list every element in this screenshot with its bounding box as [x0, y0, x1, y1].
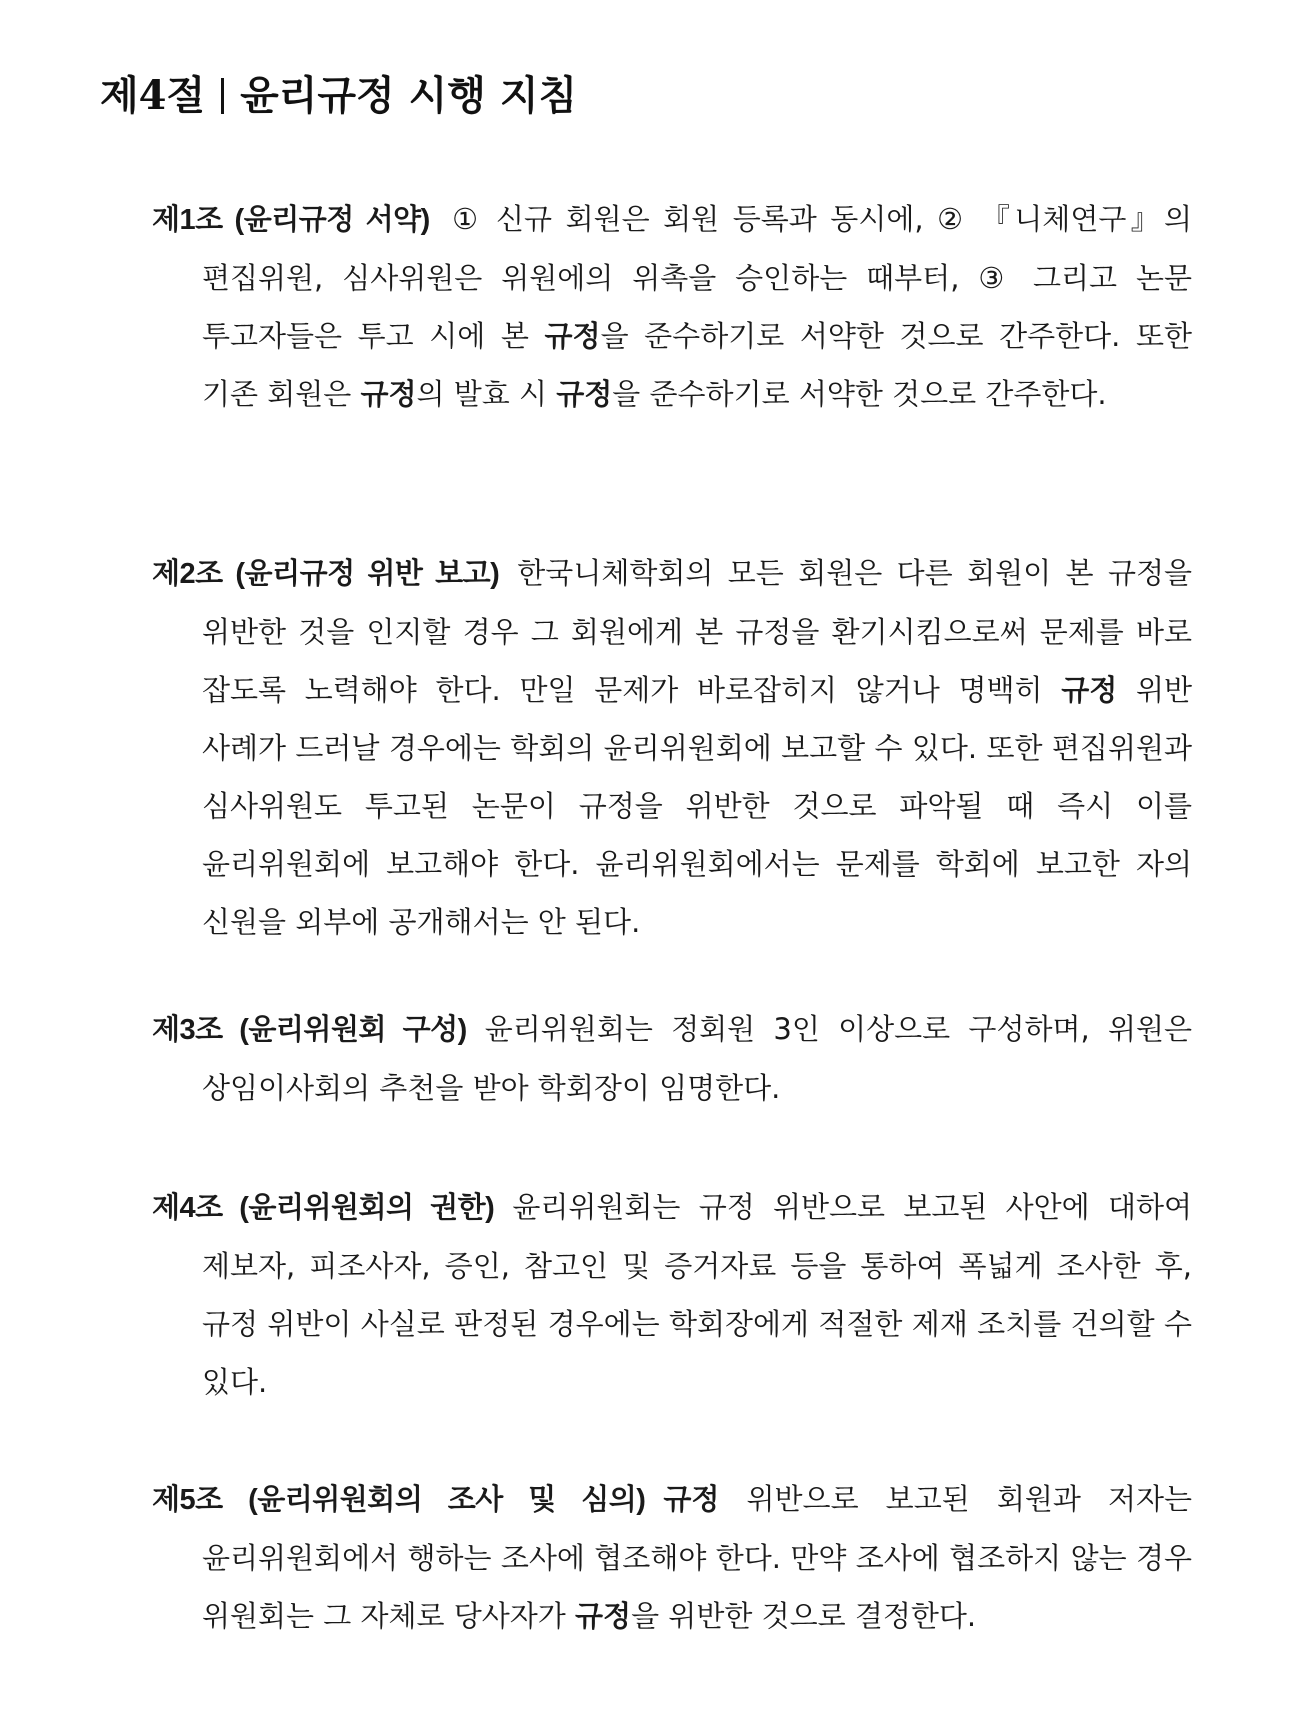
title-divider [221, 78, 224, 114]
article-4 [152, 1178, 1192, 1411]
article-text: ① 신규 회원은 회원 등록과 동시에, ② 『니체연구』의 편집위원, 심사위원은 위원에의 위촉을 승인하는 때부터, ③ 그리고 논문 투고자들은 투고 시에 본 [202, 202, 1193, 353]
article-text: 을 준수하기로 서약한 것으로 간주한다. 또한 기존 회원은 [202, 319, 1193, 411]
article-3 [152, 1000, 1192, 1117]
article-text: 의 발효 시 [416, 377, 557, 411]
keyword-gyujeong: 규정 [556, 377, 613, 411]
keyword-gyujeong: 규정 [575, 1599, 632, 1633]
article-text: 을 위반한 것으로 결정한다. [631, 1599, 977, 1633]
keyword-gyujeong: 규정 [1061, 673, 1118, 707]
article-text: 위반 사례가 드러날 경우에는 학회의 윤리위원회에 보고할 수 있다. 또한 편집위원과 심사위원도 투고된 논문이 규정을 위반한 것으로 파악될 때 즉시 이를 윤리위원회에 보고해야 한다. 윤리위원회에서는 문제를 학회에 보고한 자의 신원을 외부에 공개해서는 안 된다. [202, 673, 1192, 939]
section-title [100, 66, 577, 126]
article-heading: 제5조 (윤리위원회의 조사 및 심의) [152, 1484, 646, 1516]
section-number: 제4절 [100, 72, 206, 119]
keyword-gyujeong: 규정 [360, 377, 417, 411]
article-heading: 제3조 (윤리위원회 구성) [152, 1014, 467, 1046]
article-text: 윤리위원회는 규정 위반으로 보고된 사안에 대하여 제보자, 피조사자, 증인, 참고인 및 증거자료 등을 통하여 폭넓게 조사한 후, 규정 위반이 사실로 판정된 경우에는 학회장에게 적절한 제재 조치를 건의할 수 있다. [202, 1190, 1193, 1399]
article-heading: 제4조 (윤리위원회의 권한) [152, 1192, 495, 1224]
article-text: 을 준수하기로 서약한 것으로 간주한다. [612, 377, 1107, 411]
article-5 [152, 1470, 1192, 1645]
article-2 [152, 544, 1192, 951]
article-heading: 제2조 (윤리규정 위반 보고) [152, 558, 500, 590]
section-title-text: 윤리규정 시행 지침 [240, 72, 578, 119]
keyword-gyujeong: 규정 [544, 319, 601, 353]
article-text: 위반으로 보고된 회원과 저자는 윤리위원회에서 행하는 조사에 협조해야 한다. 만약 조사에 협조하지 않는 경우 위원회는 그 자체로 당사자가 [202, 1482, 1193, 1633]
article-text: 한국니체학회의 모든 회원은 다른 회원이 본 규정을 위반한 것을 인지할 경우 그 회원에게 본 규정을 환기시킴으로써 문제를 바로 잡도록 노력해야 한다. 만일 문제가 바로잡히지 않거나 명백히 [202, 556, 1192, 707]
article-text: 윤리위원회는 정회원 3인 이상으로 구성하며, 위원은 상임이사회의 추천을 받아 학회장이 임명한다. [202, 1012, 1192, 1105]
article-1 [152, 190, 1192, 423]
keyword-gyujeong: 규정 [663, 1482, 720, 1516]
article-heading: 제1조 (윤리규정 서약) [152, 204, 430, 236]
